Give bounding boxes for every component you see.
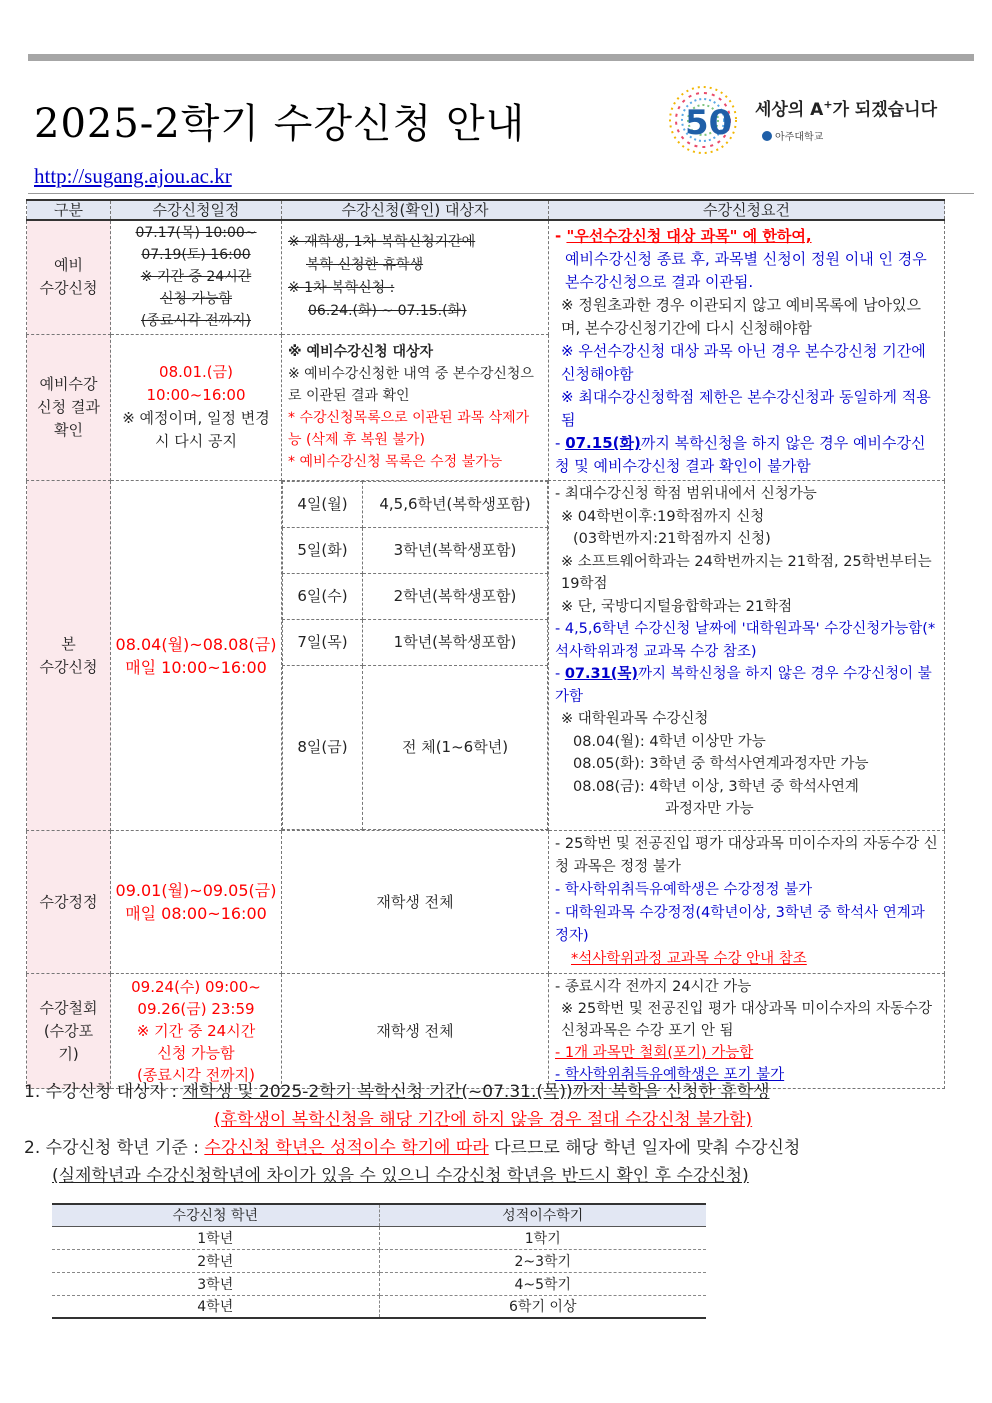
anniversary-logo [655,82,955,158]
day-label: 5일(화) [283,528,363,574]
day-row [283,666,548,830]
university-emblem-icon [762,131,772,141]
grade-year: 1학년 [52,1226,379,1249]
schedule-withdraw: 09.24(수) 09:00~ 09.26(금) 23:59 ※ 기간 중 24시간 신청 가능함 (종료시각 전까지) [111,974,282,1089]
top-bar [28,54,974,61]
notes [24,1078,964,1190]
target-adjust: 재학생 전체 [282,831,549,974]
category-pre-result: 예비수강 신청 결과 확인 [27,334,111,480]
day-grade: 4,5,6학년(복학생포함) [363,482,548,528]
page-title: 2025-2학기 수강신청 안내 [34,101,526,147]
grade-semester: 2~3학기 [379,1249,706,1272]
schedule-header-row [27,200,945,220]
category-adjust: 수강정정 [27,831,111,974]
col-header-schedule: 수강신청일정 [111,200,282,220]
note-1: 1. 수강신청 대상자 : 재학생 및 2025-2학기 복학신청 기간(~07.31.(목))까지 복학을 신청한 휴학생 [24,1082,770,1102]
day-grade: 3학년(복학생포함) [363,528,548,574]
col-header-requirements: 수강신청요건 [549,200,945,220]
sugang-link[interactable]: http://sugang.ajou.ac.kr [34,164,232,188]
slogan-pre: 세상의 A [755,100,824,120]
note-2: 2. 수강신청 학년 기준 : 수강신청 학년은 성적이수 학기에 따라 다르므로 해당 학년 일자에 맞춰 수강신청 [24,1138,801,1158]
target-pre-result: ※ 예비수강신청 대상자 ※ 예비수강신청한 내역 중 본수강신청으로 이관된 결과 확인 * 수강신청목록으로 이관된 과목 삭제가능 (삭제 후 복원 불가) * 예비수강신청 목록은 수정 불가능 [282,334,549,480]
category-pre: 예비 수강신청 [27,220,111,334]
day-grade: 전 체(1~6학년) [363,666,548,830]
target-withdraw: 재학생 전체 [282,974,549,1089]
main-day-table [282,481,548,830]
schedule-table [26,199,945,1089]
grade-semester: 4~5학기 [379,1272,706,1295]
day-label: 7일(목) [283,620,363,666]
grade-row [52,1249,706,1272]
schedule-adjust: 09.01(월)~09.05(금) 매일 08:00~16:00 [111,831,282,974]
slogan-sup: + [823,98,833,111]
requirements-main: - 최대수강신청 학점 범위내에서 신청가능 ※ 04학번이후:19학점까지 신청 (03학번까지:21학점까지 신청) ※ 소프트웨어학과는 24학번까지는 21학점, 25학번부터는 19학점 ※ 단, 국방디지털융합학과는 21학점 - 4,5,6학년 수강신청 날짜에 '대학원과목' 수강신청가능함(*석사학위과정 교과목 수강 참조) - 07.31(목)까지 복학신청을 하지 않은 경우 수강신청이 불가함 ※ 대학원과목 수강신청 08.04(월): 4학년 이상만 가능 08.05(화): 3학년 중 학석사연계과정자만 가능 08.08(금): 4학년 이상, 3학년 중 학석사연계 과정자만 가능 [549,481,945,831]
day-row [283,574,548,620]
requirements-pre: - "우선수강신청 대상 과목" 에 한하여, 예비수강신청 종료 후, 과목별 신청이 정원 이내 인 경우 본수강신청으로 결과 이관됨. ※ 정원초과한 경우 이관되지 않고 예비목록에 남아있으며, 본수강신청기간에 다시 신청해야함 ※ 우선수강신청 대상 과목 아닌 경우 본수강신청 기간에 신청해야함 ※ 최대수강신청학점 제한은 본수강신청과 동일하게 적용됨 - 07.15(화)까지 복학신청을 하지 않은 경우 예비수강신청 및 예비수강신청 결과 확인이 불가함 [549,220,945,481]
university-name: 아주대학교 [775,132,824,143]
row-withdraw [27,974,945,1089]
col-header-category: 구분 [27,200,111,220]
day-label: 8일(금) [283,666,363,830]
main-day-schedule [282,481,549,831]
header-divider [28,193,974,194]
grade-row [52,1272,706,1295]
schedule-main: 08.04(월)~08.08(금) 매일 10:00~16:00 [111,481,282,831]
requirements-adjust: - 25학번 및 전공진입 평가 대상과목 미이수자의 자동수강 신청 과목은 정정 불가 - 학사학위취득유예학생은 수강정정 불가 - 대학원과목 수강정정(4학년이상, 3학년 중 학석사 연계과정자) *석사학위과정 교과목 수강 안내 참조 [549,831,945,974]
grade-header-semester: 성적이수학기 [379,1204,706,1226]
grade-table [52,1203,706,1319]
note-2-caution: (실제학년과 수강신청학년에 차이가 있을 수 있으니 수강신청 학년을 반드시 확인 후 수강신청) [52,1166,749,1186]
grade-header-year: 수강신청 학년 [52,1204,379,1226]
grade-year: 4학년 [52,1295,379,1318]
day-grade: 2학년(복학생포함) [363,574,548,620]
grade-row [52,1226,706,1249]
grade-year: 2학년 [52,1249,379,1272]
row-pre-registration [27,220,945,334]
row-main-registration [27,481,945,831]
schedule-pre-result: 08.01.(금) 10:00~16:00 ※ 예정이며, 일정 변경 시 다시 공지 [111,334,282,480]
day-row [283,482,548,528]
day-label: 4일(월) [283,482,363,528]
grade-year: 3학년 [52,1272,379,1295]
schedule-pre: 07.17(목) 10:00~ 07.19(토) 16:00 ※ 기간 중 24시간 신청 가능함 (종료시각 전까지) [111,220,282,334]
row-adjust [27,831,945,974]
slogan-post: 가 되겠습니다 [832,100,938,120]
col-header-target: 수강신청(확인) 대상자 [282,200,549,220]
svg-text:세상의 A+가 되겠습니다 [755,98,938,120]
day-grade: 1학년(복학생포함) [363,620,548,666]
target-pre: ※ 재학생, 1차 복학신청기간에 복학 신청한 휴학생 ※ 1차 복학신청 : 06.24.(화) ~ 07.15.(화) [282,220,549,334]
category-withdraw: 수강철회 (수강포 기) [27,974,111,1089]
day-row [283,528,548,574]
requirements-withdraw: - 종료시각 전까지 24시간 가능 ※ 25학번 및 전공진입 평가 대상과목 미이수자의 자동수강 신청과목은 수강 포기 안 됨 - 1개 과목만 철회(포기) 가능함 - 학사학위취득유예학생은 포기 불가 [549,974,945,1089]
day-label: 6일(수) [283,574,363,620]
note-1-caution: (휴학생이 복학신청을 해당 기간에 하지 않을 경우 절대 수강신청 불가함) [214,1110,753,1130]
logo-number: 50 [685,103,733,143]
day-row [283,620,548,666]
grade-semester: 1학기 [379,1226,706,1249]
grade-semester: 6학기 이상 [379,1295,706,1318]
grade-header-row [52,1204,706,1226]
category-main: 본 수강신청 [27,481,111,831]
grade-row [52,1295,706,1318]
